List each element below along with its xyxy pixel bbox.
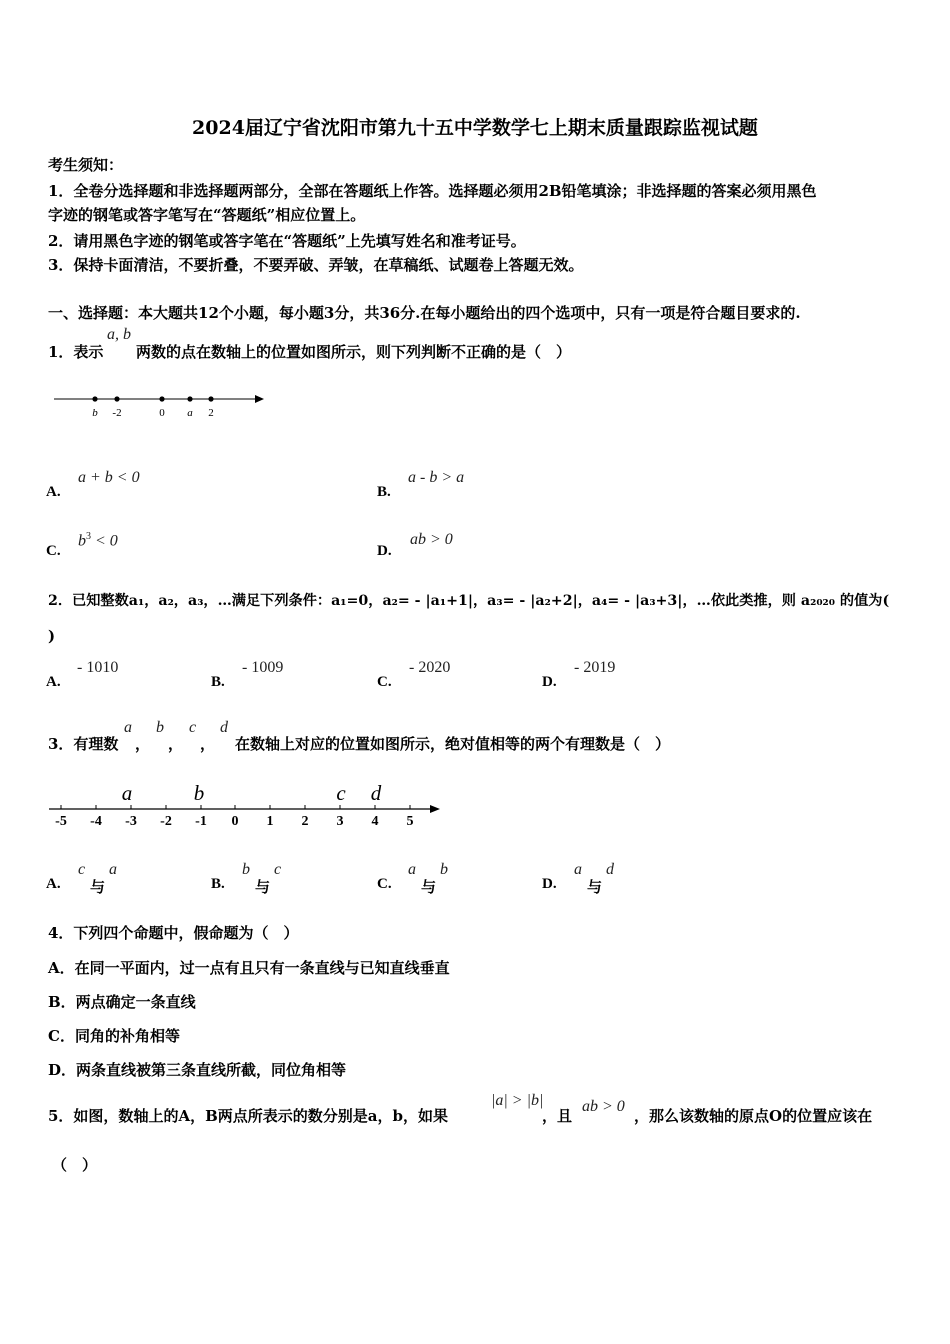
q5-condition-product: ab > 0 bbox=[582, 1098, 625, 1115]
q1-suffix: 两数的点在数轴上的位置如图所示，则下列判断不正确的是（ ） bbox=[136, 343, 572, 361]
q1-axis-label-neg2: -2 bbox=[112, 407, 122, 419]
q3-comma-1: ， bbox=[135, 735, 151, 753]
q1-number-line bbox=[50, 388, 270, 424]
q3-tick-neg5: -5 bbox=[55, 814, 67, 829]
q3-point-d: d bbox=[370, 781, 382, 805]
q2-stem-line-1: 2．已知整数a₁，a₂，a₃，…满足下列条件：a₁=0，a₂= - |a₁+1|，a₃= - |a₂+2|，a₄= - |a₃+3|，…依此类推，则 a₂₀₂₀ 的值为( bbox=[48, 593, 890, 609]
q3-tick-neg3: -3 bbox=[125, 814, 137, 829]
q1-vars: a, b bbox=[107, 326, 131, 343]
q3-option-d-mid: 与 bbox=[587, 878, 603, 896]
q1-option-b-label[interactable]: B. bbox=[377, 484, 391, 500]
q2-option-b-label[interactable]: B. bbox=[211, 674, 225, 690]
q3-option-b-v1[interactable]: b bbox=[242, 861, 250, 878]
q1-point-2 bbox=[208, 396, 213, 401]
q1-option-a-expr[interactable]: a + b < 0 bbox=[78, 469, 140, 486]
q3-var-b: b bbox=[156, 719, 164, 736]
q1-axis-label-b: b bbox=[92, 407, 98, 419]
q1-point-neg2 bbox=[114, 396, 119, 401]
q2-option-a-label[interactable]: A. bbox=[46, 674, 61, 690]
q5-stem-part-2: ，且 bbox=[542, 1107, 573, 1125]
page-title: 2024届辽宁省沈阳市第九十五中学数学七上期末质量跟踪监视试题 bbox=[192, 117, 758, 139]
q1-option-b-expr[interactable]: a - b > a bbox=[408, 469, 465, 486]
q5-condition-abs: |a| > |b| bbox=[491, 1092, 544, 1109]
q3-option-b-mid: 与 bbox=[255, 878, 271, 896]
q1-axis-label-2: 2 bbox=[208, 407, 214, 419]
q1-option-c-expr[interactable]: $b^3 < 0$ bbox=[78, 531, 118, 550]
q2-stem-line-2: ) bbox=[48, 627, 56, 645]
q1-option-d-label[interactable]: D. bbox=[377, 543, 392, 559]
q2-option-c-expr[interactable]: - 2020 bbox=[409, 659, 451, 676]
notice-item-2: 2．请用黑色字迹的钢笔或答字笔在“答题纸”上先填写姓名和准考证号。 bbox=[48, 232, 526, 250]
q4-option-a[interactable]: A．在同一平面内，过一点有且只有一条直线与已知直线垂直 bbox=[48, 959, 450, 977]
q3-point-c: c bbox=[336, 781, 346, 805]
q3-prefix: 3．有理数 bbox=[48, 735, 119, 753]
q3-tick-neg1: -1 bbox=[195, 814, 207, 829]
q3-option-c-v2[interactable]: b bbox=[440, 861, 448, 878]
q1-option-a-label[interactable]: A. bbox=[46, 484, 61, 500]
q4-stem: 4．下列四个命题中，假命题为（ ） bbox=[48, 924, 299, 942]
q3-option-d-v1[interactable]: a bbox=[574, 861, 582, 878]
q4-option-b[interactable]: B．两点确定一条直线 bbox=[48, 993, 196, 1011]
notice-heading: 考生须知： bbox=[48, 156, 124, 174]
q3-tick-neg4: -4 bbox=[90, 814, 102, 829]
q1-point-0 bbox=[159, 396, 164, 401]
q3-comma-3: ， bbox=[200, 735, 216, 753]
q3-option-b-v2[interactable]: c bbox=[274, 861, 282, 878]
q1-option-c-label[interactable]: C. bbox=[46, 543, 61, 559]
q3-option-d-label[interactable]: D. bbox=[542, 876, 557, 892]
q1-point-a bbox=[187, 396, 192, 401]
q3-var-a: a bbox=[124, 719, 132, 736]
q3-option-a-v1[interactable]: c bbox=[78, 861, 86, 878]
q1-option-d-expr[interactable]: ab > 0 bbox=[410, 531, 453, 548]
q2-option-d-expr[interactable]: - 2019 bbox=[574, 659, 616, 676]
q2-option-b-expr[interactable]: - 1009 bbox=[242, 659, 284, 676]
q5-stem-part-1: 5．如图，数轴上的A，B两点所表示的数分别是a，b，如果 bbox=[48, 1107, 448, 1125]
q3-tick-0: 0 bbox=[231, 814, 239, 829]
q3-option-d-v2[interactable]: d bbox=[606, 861, 614, 878]
q3-number-line bbox=[44, 778, 444, 832]
notice-item-1-line-1: 1．全卷分选择题和非选择题两部分，全部在答题纸上作答。选择题必须用2B铅笔填涂；非选择题的答案必须用黑色 bbox=[48, 182, 817, 200]
q3-point-b: b bbox=[193, 781, 205, 805]
q1-prefix: 1．表示 bbox=[48, 343, 104, 361]
q3-suffix: 在数轴上对应的位置如图所示，绝对值相等的两个有理数是（ ） bbox=[235, 735, 671, 753]
q1-axis-label-0: 0 bbox=[159, 407, 165, 419]
q3-tick-4: 4 bbox=[371, 814, 379, 829]
q3-tick-1: 1 bbox=[266, 814, 274, 829]
q1-point-b bbox=[92, 396, 97, 401]
q3-tick-neg2: -2 bbox=[160, 814, 172, 829]
q1-axis-label-a: a bbox=[187, 407, 193, 419]
q3-tick-5: 5 bbox=[406, 814, 414, 829]
q4-option-d[interactable]: D．两条直线被第三条直线所截，同位角相等 bbox=[48, 1061, 347, 1079]
q2-option-a-expr[interactable]: - 1010 bbox=[77, 659, 119, 676]
q3-comma-2: ， bbox=[168, 735, 184, 753]
q3-option-a-v2[interactable]: a bbox=[109, 861, 117, 878]
q3-tick-3: 3 bbox=[336, 814, 344, 829]
q3-option-c-label[interactable]: C. bbox=[377, 876, 392, 892]
q4-option-c[interactable]: C．同角的补角相等 bbox=[48, 1027, 180, 1045]
section-heading: 一、选择题：本大题共12个小题，每小题3分，共36分.在每小题给出的四个选项中，只有一项是符合题目要求的. bbox=[48, 304, 801, 322]
q3-option-c-mid: 与 bbox=[421, 878, 437, 896]
q5-stem-line-2: （ ） bbox=[52, 1156, 98, 1174]
q5-stem-part-3: ，那么该数轴的原点O的位置应该在 bbox=[634, 1107, 873, 1125]
q2-option-c-label[interactable]: C. bbox=[377, 674, 392, 690]
q3-var-c: c bbox=[189, 719, 197, 736]
q2-option-d-label[interactable]: D. bbox=[542, 674, 557, 690]
notice-item-3: 3．保持卡面清洁，不要折叠，不要弄破、弄皱，在草稿纸、试题卷上答题无效。 bbox=[48, 256, 584, 274]
q3-var-d: d bbox=[220, 719, 228, 736]
q3-option-b-label[interactable]: B. bbox=[211, 876, 225, 892]
q3-option-a-mid: 与 bbox=[90, 878, 106, 896]
q3-tick-2: 2 bbox=[301, 814, 309, 829]
notice-item-1-line-2: 字迹的钢笔或答字笔写在“答题纸”相应位置上。 bbox=[48, 206, 366, 224]
q3-point-a: a bbox=[121, 781, 133, 805]
q3-option-c-v1[interactable]: a bbox=[408, 861, 416, 878]
q3-option-a-label[interactable]: A. bbox=[46, 876, 61, 892]
